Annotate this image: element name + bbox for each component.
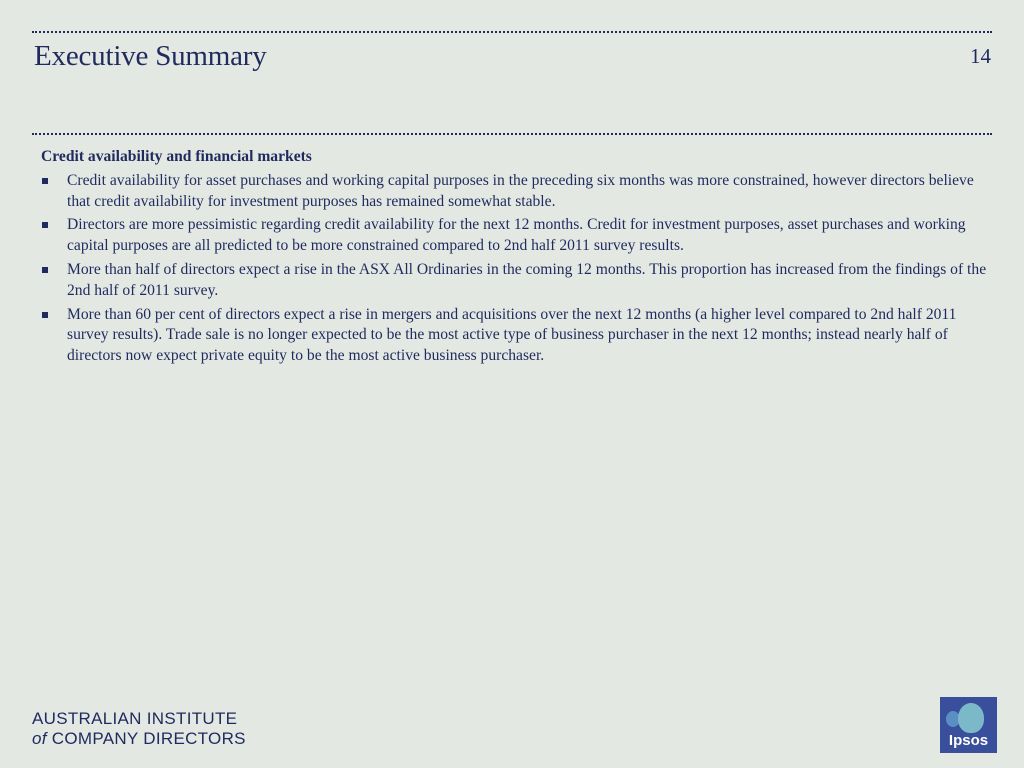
header-divider: [32, 133, 992, 135]
ipsos-logo-text: Ipsos: [948, 732, 989, 749]
list-item: [41, 171, 991, 213]
ipsos-logo-mark-icon: [958, 703, 984, 733]
summary-content: [41, 147, 991, 370]
bullet-text: Credit availability for asset purchases and working capital purposes in the preceding six months was more constrained, however directors believe that credit availability for investment purposes has remained somewhat stable.: [67, 171, 974, 210]
bullet-text: More than 60 per cent of directors expect a rise in mergers and acquisitions over the next 12 months (a higher level compared to 2nd half 2011 survey results). Trade sale is no longer expected to be the most active type of business purchaser in the next 12 months; instead nearly half of directors now expect private equity to be the most active business purchaser.: [67, 305, 957, 365]
aicd-logo-line2: [32, 729, 246, 749]
square-bullet-icon: [42, 178, 48, 184]
ipsos-logo: [940, 697, 997, 753]
list-item: [41, 215, 991, 257]
page-title: Executive Summary: [34, 40, 267, 72]
list-item: [41, 260, 991, 302]
list-item: [41, 305, 991, 367]
square-bullet-icon: [42, 222, 48, 228]
aicd-logo-company: COMPANY DIRECTORS: [51, 729, 246, 748]
aicd-logo-of: of: [32, 729, 47, 748]
page-number: 14: [970, 44, 991, 68]
section-heading: Credit availability and financial markets: [41, 148, 312, 165]
square-bullet-icon: [42, 312, 48, 318]
aicd-logo: [32, 709, 246, 749]
bullet-text: More than half of directors expect a rise in the ASX All Ordinaries in the coming 12 months. This proportion has increased from the findings of the 2nd half of 2011 survey.: [67, 260, 987, 299]
bullet-text: Directors are more pessimistic regarding credit availability for the next 12 months. Credit for investment purposes, asset purchases and working capital purposes are all predicted to be more constrained compared to 2nd half 2011 survey results.: [67, 216, 966, 255]
bullet-list: [41, 171, 991, 367]
square-bullet-icon: [42, 267, 48, 273]
top-divider: [32, 31, 992, 33]
aicd-logo-line1: AUSTRALIAN INSTITUTE: [32, 709, 238, 728]
